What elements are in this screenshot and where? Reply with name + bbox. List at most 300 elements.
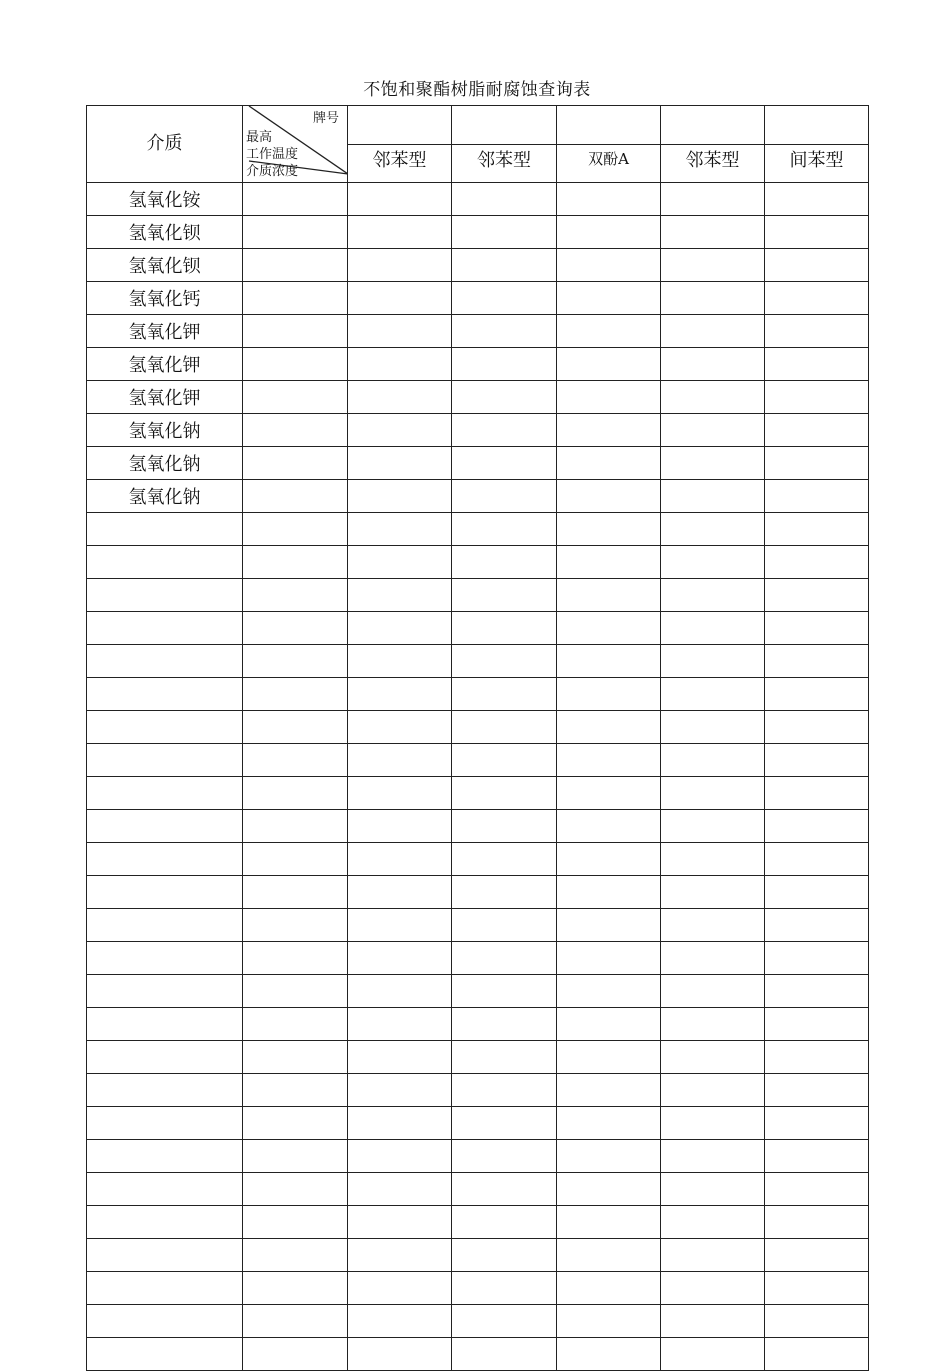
value-cell bbox=[243, 1008, 348, 1041]
value-cell bbox=[557, 678, 661, 711]
value-cell bbox=[243, 381, 348, 414]
value-cell bbox=[765, 1173, 869, 1206]
table-row bbox=[87, 1338, 869, 1371]
value-cell bbox=[348, 1305, 452, 1338]
value-cell bbox=[348, 975, 452, 1008]
value-cell bbox=[557, 513, 661, 546]
medium-cell: 氢氧化钾 bbox=[87, 315, 243, 348]
value-cell bbox=[765, 645, 869, 678]
value-cell bbox=[661, 447, 765, 480]
value-cell bbox=[557, 810, 661, 843]
value-cell bbox=[557, 909, 661, 942]
table-row bbox=[87, 348, 869, 381]
value-cell bbox=[661, 282, 765, 315]
value-cell bbox=[348, 546, 452, 579]
value-cell bbox=[765, 678, 869, 711]
value-cell bbox=[243, 546, 348, 579]
medium-cell: 氢氧化钠 bbox=[87, 414, 243, 447]
value-cell bbox=[243, 315, 348, 348]
value-cell bbox=[243, 909, 348, 942]
table-row bbox=[87, 447, 869, 480]
table-row bbox=[87, 579, 869, 612]
value-cell bbox=[765, 282, 869, 315]
medium-cell bbox=[87, 744, 243, 777]
table-row bbox=[87, 843, 869, 876]
value-cell bbox=[661, 315, 765, 348]
value-cell bbox=[348, 1074, 452, 1107]
value-cell bbox=[243, 348, 348, 381]
value-cell bbox=[661, 1206, 765, 1239]
value-cell bbox=[765, 843, 869, 876]
value-cell bbox=[243, 1140, 348, 1173]
value-cell bbox=[348, 249, 452, 282]
grade-label: 间苯型 bbox=[789, 150, 844, 171]
value-cell bbox=[765, 546, 869, 579]
value-cell bbox=[765, 1206, 869, 1239]
value-cell bbox=[765, 414, 869, 447]
value-cell bbox=[452, 1272, 557, 1305]
value-cell bbox=[557, 744, 661, 777]
value-cell bbox=[243, 183, 348, 216]
value-cell bbox=[348, 909, 452, 942]
value-cell bbox=[348, 315, 452, 348]
medium-cell bbox=[87, 678, 243, 711]
medium-cell bbox=[87, 777, 243, 810]
value-cell bbox=[661, 1239, 765, 1272]
table-row bbox=[87, 315, 869, 348]
medium-cell: 氢氧化铵 bbox=[87, 183, 243, 216]
value-cell bbox=[765, 975, 869, 1008]
value-cell bbox=[452, 843, 557, 876]
value-cell bbox=[557, 414, 661, 447]
value-cell bbox=[348, 1008, 452, 1041]
value-cell bbox=[661, 546, 765, 579]
medium-cell bbox=[87, 1173, 243, 1206]
value-cell bbox=[348, 1338, 452, 1371]
value-cell bbox=[661, 711, 765, 744]
header-medium-label: 介质 bbox=[146, 133, 183, 154]
medium-cell bbox=[87, 645, 243, 678]
medium-cell: 氢氧化钾 bbox=[87, 348, 243, 381]
value-cell bbox=[243, 513, 348, 546]
value-cell bbox=[452, 381, 557, 414]
medium-cell bbox=[87, 909, 243, 942]
value-cell bbox=[557, 711, 661, 744]
value-cell bbox=[557, 1239, 661, 1272]
value-cell bbox=[765, 1338, 869, 1371]
value-cell bbox=[243, 216, 348, 249]
value-cell bbox=[661, 843, 765, 876]
value-cell bbox=[765, 1140, 869, 1173]
value-cell bbox=[452, 579, 557, 612]
table-row bbox=[87, 546, 869, 579]
table-row bbox=[87, 1173, 869, 1206]
header-grade-3 bbox=[557, 106, 661, 183]
value-cell bbox=[348, 876, 452, 909]
value-cell bbox=[243, 1107, 348, 1140]
value-cell bbox=[243, 1074, 348, 1107]
medium-cell: 氢氧化钾 bbox=[87, 381, 243, 414]
header-temp-label: 工作温度 bbox=[246, 147, 299, 162]
value-cell bbox=[661, 612, 765, 645]
value-cell bbox=[765, 348, 869, 381]
value-cell bbox=[243, 711, 348, 744]
header-brand-label: 牌号 bbox=[312, 111, 339, 126]
value-cell bbox=[557, 381, 661, 414]
value-cell bbox=[557, 249, 661, 282]
value-cell bbox=[557, 876, 661, 909]
value-cell bbox=[452, 1107, 557, 1140]
header-row bbox=[87, 106, 869, 183]
value-cell bbox=[661, 744, 765, 777]
table-row bbox=[87, 942, 869, 975]
value-cell bbox=[452, 810, 557, 843]
table-row bbox=[87, 645, 869, 678]
value-cell bbox=[661, 975, 765, 1008]
value-cell bbox=[661, 1140, 765, 1173]
table-row bbox=[87, 1008, 869, 1041]
value-cell bbox=[557, 1107, 661, 1140]
value-cell bbox=[452, 909, 557, 942]
value-cell bbox=[452, 315, 557, 348]
value-cell bbox=[765, 183, 869, 216]
value-cell bbox=[348, 1206, 452, 1239]
value-cell bbox=[557, 612, 661, 645]
value-cell bbox=[661, 513, 765, 546]
value-cell bbox=[348, 480, 452, 513]
medium-cell bbox=[87, 975, 243, 1008]
value-cell bbox=[557, 1074, 661, 1107]
value-cell bbox=[243, 777, 348, 810]
value-cell bbox=[348, 843, 452, 876]
value-cell bbox=[452, 447, 557, 480]
value-cell bbox=[765, 381, 869, 414]
medium-cell: 氢氧化钠 bbox=[87, 480, 243, 513]
table-row bbox=[87, 381, 869, 414]
value-cell bbox=[765, 249, 869, 282]
header-grade-5 bbox=[765, 106, 869, 183]
medium-cell bbox=[87, 942, 243, 975]
medium-cell bbox=[87, 1305, 243, 1338]
table-row bbox=[87, 678, 869, 711]
medium-cell bbox=[87, 1239, 243, 1272]
value-cell bbox=[661, 1272, 765, 1305]
value-cell bbox=[452, 249, 557, 282]
value-cell bbox=[452, 645, 557, 678]
medium-cell bbox=[87, 579, 243, 612]
value-cell bbox=[243, 1041, 348, 1074]
value-cell bbox=[243, 810, 348, 843]
value-cell bbox=[452, 1140, 557, 1173]
value-cell bbox=[765, 876, 869, 909]
table-row bbox=[87, 744, 869, 777]
page-title: 不饱和聚酯树脂耐腐蚀查询表 bbox=[363, 80, 591, 100]
value-cell bbox=[765, 711, 869, 744]
value-cell bbox=[452, 876, 557, 909]
value-cell bbox=[452, 1338, 557, 1371]
header-max-label: 最高 bbox=[246, 130, 273, 145]
value-cell bbox=[661, 216, 765, 249]
table-row bbox=[87, 876, 869, 909]
value-cell bbox=[557, 1041, 661, 1074]
value-cell bbox=[765, 480, 869, 513]
value-cell bbox=[243, 678, 348, 711]
medium-cell bbox=[87, 1206, 243, 1239]
header-concentration-label: 介质浓度 bbox=[246, 164, 299, 179]
value-cell bbox=[452, 1206, 557, 1239]
value-cell bbox=[452, 942, 557, 975]
value-cell bbox=[452, 1173, 557, 1206]
value-cell bbox=[557, 315, 661, 348]
value-cell bbox=[348, 645, 452, 678]
header-diagonal-cell bbox=[243, 106, 348, 183]
value-cell bbox=[452, 282, 557, 315]
value-cell bbox=[243, 744, 348, 777]
table-row bbox=[87, 711, 869, 744]
table-row bbox=[87, 1206, 869, 1239]
table-row bbox=[87, 513, 869, 546]
value-cell bbox=[348, 381, 452, 414]
value-cell bbox=[348, 414, 452, 447]
value-cell bbox=[243, 1239, 348, 1272]
table-row bbox=[87, 909, 869, 942]
value-cell bbox=[765, 447, 869, 480]
table-row bbox=[87, 183, 869, 216]
value-cell bbox=[557, 1305, 661, 1338]
value-cell bbox=[661, 678, 765, 711]
value-cell bbox=[348, 1239, 452, 1272]
value-cell bbox=[452, 711, 557, 744]
medium-cell bbox=[87, 843, 243, 876]
value-cell bbox=[348, 711, 452, 744]
table-row bbox=[87, 1272, 869, 1305]
value-cell bbox=[557, 942, 661, 975]
value-cell bbox=[557, 579, 661, 612]
value-cell bbox=[452, 1239, 557, 1272]
value-cell bbox=[557, 777, 661, 810]
value-cell bbox=[765, 1074, 869, 1107]
value-cell bbox=[765, 1008, 869, 1041]
value-cell bbox=[765, 777, 869, 810]
value-cell bbox=[765, 1272, 869, 1305]
value-cell bbox=[452, 1305, 557, 1338]
corrosion-table bbox=[86, 105, 869, 1371]
value-cell bbox=[765, 1239, 869, 1272]
value-cell bbox=[452, 678, 557, 711]
value-cell bbox=[661, 183, 765, 216]
value-cell bbox=[452, 480, 557, 513]
value-cell bbox=[661, 645, 765, 678]
value-cell bbox=[243, 645, 348, 678]
value-cell bbox=[661, 381, 765, 414]
medium-cell bbox=[87, 612, 243, 645]
medium-cell bbox=[87, 1338, 243, 1371]
value-cell bbox=[661, 1338, 765, 1371]
value-cell bbox=[348, 942, 452, 975]
value-cell bbox=[765, 942, 869, 975]
value-cell bbox=[452, 975, 557, 1008]
value-cell bbox=[557, 1206, 661, 1239]
value-cell bbox=[243, 1305, 348, 1338]
value-cell bbox=[661, 810, 765, 843]
value-cell bbox=[765, 579, 869, 612]
medium-cell bbox=[87, 1140, 243, 1173]
medium-cell bbox=[87, 1107, 243, 1140]
medium-cell: 氢氧化钡 bbox=[87, 216, 243, 249]
table-row bbox=[87, 480, 869, 513]
table-row bbox=[87, 612, 869, 645]
value-cell bbox=[765, 216, 869, 249]
medium-cell bbox=[87, 1272, 243, 1305]
value-cell bbox=[661, 909, 765, 942]
value-cell bbox=[243, 480, 348, 513]
value-cell bbox=[661, 1041, 765, 1074]
value-cell bbox=[661, 414, 765, 447]
grade-label: 邻苯型 bbox=[685, 150, 740, 171]
header-grade-2 bbox=[452, 106, 557, 183]
value-cell bbox=[452, 348, 557, 381]
value-cell bbox=[661, 1107, 765, 1140]
value-cell bbox=[243, 942, 348, 975]
grade-label: 双酚A bbox=[588, 150, 629, 168]
value-cell bbox=[557, 1173, 661, 1206]
value-cell bbox=[661, 876, 765, 909]
medium-cell: 氢氧化钠 bbox=[87, 447, 243, 480]
table-row bbox=[87, 414, 869, 447]
value-cell bbox=[348, 447, 452, 480]
value-cell bbox=[348, 744, 452, 777]
value-cell bbox=[661, 480, 765, 513]
value-cell bbox=[452, 1074, 557, 1107]
value-cell bbox=[452, 414, 557, 447]
value-cell bbox=[661, 942, 765, 975]
value-cell bbox=[661, 1173, 765, 1206]
value-cell bbox=[557, 1338, 661, 1371]
table-row bbox=[87, 249, 869, 282]
value-cell bbox=[348, 348, 452, 381]
value-cell bbox=[557, 1140, 661, 1173]
value-cell bbox=[348, 282, 452, 315]
value-cell bbox=[243, 1206, 348, 1239]
value-cell bbox=[661, 1074, 765, 1107]
value-cell bbox=[557, 843, 661, 876]
medium-cell bbox=[87, 1008, 243, 1041]
value-cell bbox=[452, 744, 557, 777]
medium-cell: 氢氧化钙 bbox=[87, 282, 243, 315]
value-cell bbox=[452, 216, 557, 249]
value-cell bbox=[765, 1305, 869, 1338]
value-cell bbox=[348, 1173, 452, 1206]
value-cell bbox=[765, 1107, 869, 1140]
value-cell bbox=[765, 909, 869, 942]
medium-cell bbox=[87, 1074, 243, 1107]
value-cell bbox=[765, 810, 869, 843]
table-row bbox=[87, 777, 869, 810]
value-cell bbox=[765, 513, 869, 546]
table-row bbox=[87, 1140, 869, 1173]
value-cell bbox=[661, 1008, 765, 1041]
value-cell bbox=[452, 1041, 557, 1074]
value-cell bbox=[243, 414, 348, 447]
table-row bbox=[87, 1041, 869, 1074]
value-cell bbox=[348, 1041, 452, 1074]
value-cell bbox=[348, 678, 452, 711]
value-cell bbox=[452, 777, 557, 810]
value-cell bbox=[243, 447, 348, 480]
value-cell bbox=[452, 183, 557, 216]
value-cell bbox=[765, 1041, 869, 1074]
value-cell bbox=[452, 513, 557, 546]
value-cell bbox=[348, 810, 452, 843]
medium-cell bbox=[87, 711, 243, 744]
value-cell bbox=[452, 546, 557, 579]
grade-label: 邻苯型 bbox=[477, 150, 531, 171]
value-cell bbox=[557, 348, 661, 381]
value-cell bbox=[557, 1272, 661, 1305]
value-cell bbox=[243, 975, 348, 1008]
value-cell bbox=[243, 1338, 348, 1371]
value-cell bbox=[243, 579, 348, 612]
table-row bbox=[87, 810, 869, 843]
value-cell bbox=[348, 1107, 452, 1140]
value-cell bbox=[243, 843, 348, 876]
value-cell bbox=[557, 645, 661, 678]
value-cell bbox=[557, 546, 661, 579]
value-cell bbox=[348, 1140, 452, 1173]
header-medium bbox=[87, 106, 243, 183]
table-row bbox=[87, 975, 869, 1008]
value-cell bbox=[765, 612, 869, 645]
medium-cell: 氢氧化钡 bbox=[87, 249, 243, 282]
value-cell bbox=[661, 249, 765, 282]
value-cell bbox=[661, 777, 765, 810]
medium-cell bbox=[87, 810, 243, 843]
value-cell bbox=[661, 348, 765, 381]
table-row bbox=[87, 1074, 869, 1107]
value-cell bbox=[661, 579, 765, 612]
table-row bbox=[87, 1239, 869, 1272]
value-cell bbox=[243, 876, 348, 909]
value-cell bbox=[348, 216, 452, 249]
value-cell bbox=[243, 1272, 348, 1305]
table-row bbox=[87, 1107, 869, 1140]
value-cell bbox=[765, 744, 869, 777]
value-cell bbox=[557, 183, 661, 216]
value-cell bbox=[243, 612, 348, 645]
header-grade-4 bbox=[661, 106, 765, 183]
value-cell bbox=[348, 183, 452, 216]
value-cell bbox=[348, 612, 452, 645]
grade-label: 邻苯型 bbox=[372, 150, 427, 171]
value-cell bbox=[348, 579, 452, 612]
value-cell bbox=[661, 1305, 765, 1338]
value-cell bbox=[557, 480, 661, 513]
value-cell bbox=[557, 447, 661, 480]
value-cell bbox=[243, 1173, 348, 1206]
value-cell bbox=[348, 1272, 452, 1305]
medium-cell bbox=[87, 513, 243, 546]
medium-cell bbox=[87, 546, 243, 579]
value-cell bbox=[557, 282, 661, 315]
value-cell bbox=[557, 216, 661, 249]
value-cell bbox=[243, 249, 348, 282]
value-cell bbox=[348, 777, 452, 810]
value-cell bbox=[557, 975, 661, 1008]
medium-cell bbox=[87, 876, 243, 909]
header-grade-1 bbox=[348, 106, 452, 183]
table-row bbox=[87, 1305, 869, 1338]
value-cell bbox=[348, 513, 452, 546]
